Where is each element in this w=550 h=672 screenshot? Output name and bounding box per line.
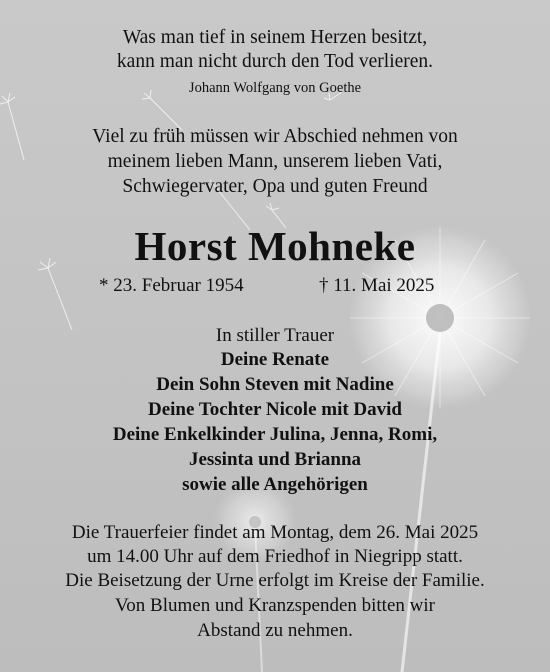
mourner-line: Deine Renate bbox=[220, 349, 330, 370]
mourner-line: Dein Sohn Steven mit Nadine bbox=[156, 374, 394, 395]
quote-author: Johann Wolfgang von Goethe bbox=[188, 80, 362, 96]
death-date: † 11. Mai 2025 bbox=[319, 275, 435, 296]
deceased-name: Horst Mohneke bbox=[134, 223, 416, 269]
intro-line-2: meinem lieben Mann, unserem lieben Vati, bbox=[107, 151, 443, 172]
mourner-line: Deine Tochter Nicole mit David bbox=[147, 399, 402, 420]
quote-line-1: Was man tief in seinem Herzen besitzt, bbox=[122, 27, 428, 48]
intro-line-3: Schwiegervater, Opa und guten Freund bbox=[122, 176, 428, 197]
ceremony-line-3: Die Beisetzung der Urne erfolgt im Kreise der Familie. bbox=[65, 570, 485, 591]
quote-line-2: kann man nicht durch den Tod verlieren. bbox=[116, 51, 434, 72]
ceremony-line-4: Von Blumen und Kranzspenden bitten wir bbox=[115, 595, 435, 616]
birth-date: * 23. Februar 1954 bbox=[99, 275, 244, 296]
ceremony-line-5: Abstand zu nehmen. bbox=[197, 620, 353, 641]
mourner-line: sowie alle Angehörigen bbox=[182, 474, 368, 495]
mourners-intro: In stiller Trauer bbox=[215, 325, 335, 346]
ceremony-line-1: Die Trauerfeier findet am Montag, dem 26. Mai 2025 bbox=[71, 522, 479, 543]
intro-line-1: Viel zu früh müssen wir Abschied nehmen von bbox=[92, 126, 458, 147]
mourner-line: Jessinta und Brianna bbox=[188, 449, 362, 470]
ceremony-line-2: um 14.00 Uhr auf dem Friedhof in Niegripp statt. bbox=[87, 546, 463, 567]
mourner-line: Deine Enkelkinder Julina, Jenna, Romi, bbox=[112, 424, 438, 445]
